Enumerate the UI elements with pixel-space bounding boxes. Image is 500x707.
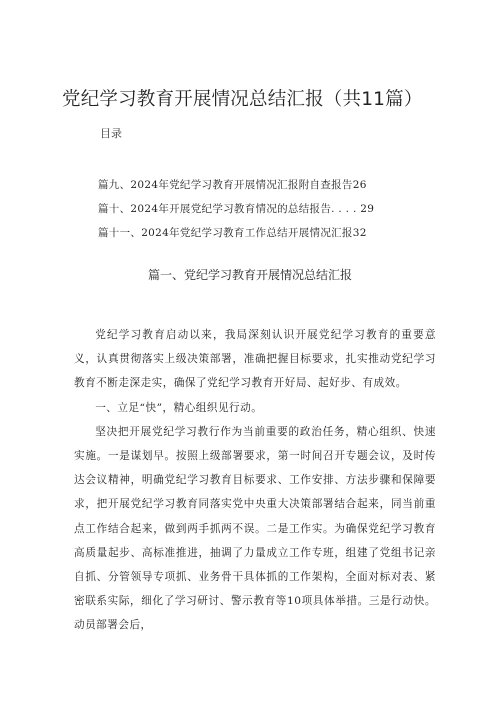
toc-entry[interactable]: 篇十一、2024年党纪学习教育工作总结开展情况汇报32 xyxy=(98,227,367,239)
toc-heading: 目录 xyxy=(100,127,122,140)
table-of-contents xyxy=(98,173,438,245)
toc-entry[interactable]: 篇九、2024年党纪学习教育开展情况汇报附自查报告26 xyxy=(98,179,367,191)
paragraph: 坚决把开展党纪学习教行作为当前重要的政治任务，精心组织、快速实施。一是谋划早。按照上级部署要求，第一时间召开专题会议，及时传达会议精神，明确党纪学习教育目标要求、工作安排、方法步骤和保障要求，把开展党纪学习教育同落实党中央重大决策部署结合起来，同当前重点工作结合起来，做到两手抓两不误。二是工作实。为确保党纪学习教育高质量起步、高标准推进，抽调了力量成立工作专班，组建了党组书记亲自抓、分管领导专项抓、业务骨干具体抓的工作架构，全面对标对表、紧密联系实际，细化了学习研讨、警示教育等10项具体举措。三是行动快。动员部署会后， xyxy=(74,425,436,632)
paragraph-heading: 一、立足“快”，精心组织见行动。 xyxy=(95,401,263,414)
paragraph: 党纪学习教育启动以来，我局深刻认识开展党纪学习教育的重要意义，认真贯彻落实上级决策部署，准确把握目标要求，扎实推动党纪学习教育不断走深走实，确保了党纪学习教育开好局、起好步、有成效。 xyxy=(74,329,436,390)
section-title: 篇一、党纪学习教育开展情况总结汇报 xyxy=(147,268,352,282)
body-text xyxy=(74,323,436,638)
toc-entry[interactable]: 篇十、2024年开展党纪学习教育情况的总结报告. . . . 29 xyxy=(98,203,375,215)
document-title: 党纪学习教育开展情况总结汇报（共11篇） xyxy=(62,89,423,110)
